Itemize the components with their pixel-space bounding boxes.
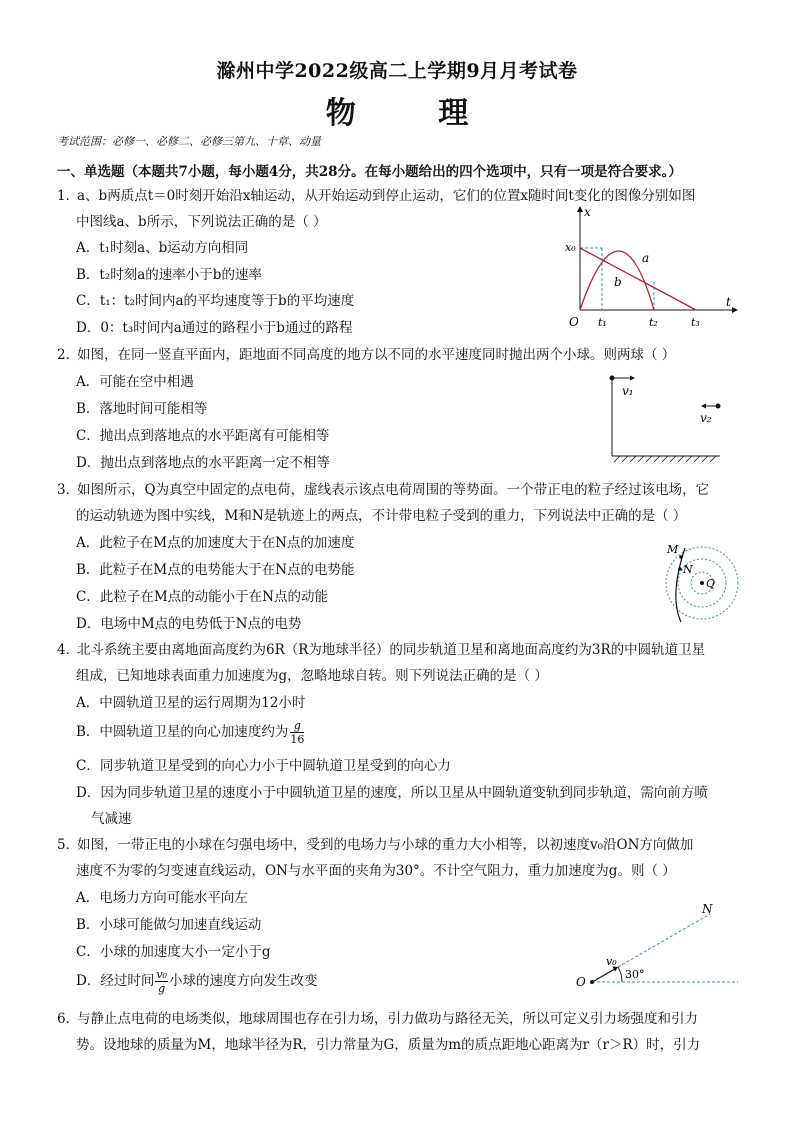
q3-option-c: C．此粒子在M点的动能小于在N点的动能 [76,589,328,605]
subject-title: 物 理 [325,96,505,131]
q1-option-b: B．t₂时刻a的速率小于b的速率 [76,267,262,283]
q2-option-a: A．可能在空中相遇 [76,374,194,390]
q5-angle-label: 30° [625,968,645,981]
q1-xt-graph [560,202,740,332]
q3-n-label: N [683,563,693,576]
q2-stem-line1: 2．如图，在同一竖直平面内，距地面不同高度的地方以不同的水平速度同时抛出两个小球。则两球（ ） [57,347,676,363]
q2-v2-label: v₂ [700,411,712,425]
q3-option-d: D．电场中M点的电势低于N点的电势 [76,616,302,632]
q2-option-b: B．落地时间可能相等 [76,401,208,417]
q4-option-a: A．中圆轨道卫星的运行周期为12小时 [76,695,306,711]
q3-q-label: Q [706,577,716,590]
q4-option-c: C．同步轨道卫星受到的向心力小于中圆轨道卫星受到的向心力 [76,758,451,774]
q3-equipotential-figure [655,536,745,631]
q6-stem-line2: 势。设地球的质量为M，地球半径为R，引力常量为G，质量为m的质点距地心距离为r（r＞R）时，引力 [76,1037,701,1053]
q2-option-c: C．抛出点到落地点的水平距离有可能相等 [76,428,330,444]
q5-incline-figure [570,898,745,993]
q5-n-label: N [702,902,713,916]
q4-stem-line2: 组成，已知地球表面重力加速度为g，忽略地球自转。则下列说法正确的是（ ） [76,668,548,684]
q1-origin-label: O [569,315,579,329]
q4-option-d: D．因为同步轨道卫星的速度小于中圆轨道卫星的速度，所以卫星从中圆轨道变轨到同步轨道，需向前方喷 [76,785,708,801]
q5-option-d: D．经过时间 $\frac{\text{v₀}}{g}$ 小球的速度方向发生改变 [76,968,318,995]
q2-v1-label: v₁ [622,384,634,398]
q1-option-a: A．t₁时刻a、b运动方向相同 [76,240,249,256]
q5-v0-label: v₀ [606,955,617,968]
q1-tick-t2: t₂ [649,316,658,329]
q1-x-axis-label: t [726,295,731,309]
q1-y-tick-x0: x₀ [565,241,576,254]
q5-o-label: O [576,975,586,989]
exam-scope: 考试范围：必修一、必修二、必修三第九、十章、动量 [57,135,321,148]
q3-m-label: M [667,543,679,556]
q1-stem-line2: 中图线a、b所示，下列说法正确的是（ ） [76,214,327,230]
q3-stem-line2: 的运动轨迹为图中实线，M和N是轨迹上的两点，不计带电粒子受到的重力，下列说法中正确的是（ ） [76,508,687,524]
exam-title: 滁州中学2022级高二上学期9月月考试卷 [216,60,578,82]
q5-stem-line2: 速度不为零的匀变速直线运动，ON与水平面的夹角为30°。不计空气阻力，重力加速度为g。则（ ） [76,863,676,879]
q1-option-c: C．t₁：t₂时间内a的平均速度等于b的平均速度 [76,293,355,309]
q4-option-d-continuation: 气减速 [91,811,132,827]
q1-y-axis-label: x [584,205,591,219]
q5-option-b: B．小球可能做匀加速直线运动 [76,917,262,933]
q6-stem-line1: 6．与静止点电荷的电场类似，地球周围也存在引力场，引力做功与路径无关，所以可定义引力场强度和引力 [57,1011,698,1027]
q1-line-b-label: b [614,275,622,289]
q1-curve-a-label: a [642,251,650,265]
q1-tick-t1: t₁ [598,316,607,329]
q3-option-b: B．此粒子在M点的电势能大于在N点的电势能 [76,562,355,578]
q5-frac-den: g [158,982,166,995]
q4-frac-num: g [290,719,304,733]
q2-projectile-figure [600,368,730,468]
q1-stem-line1: 1．a、b两质点t＝0时刻开始沿x轴运动，从开始运动到停止运动，它们的位置x随时间t变化的图像分别如图 [57,188,696,204]
q5-frac-num: v₀ [156,968,167,981]
q3-option-a: A．此粒子在M点的加速度大于在N点的加速度 [76,535,355,551]
q5-stem-line1: 5．如图，一带正电的小球在匀强电场中，受到的电场力与小球的重力大小相等，以初速度v₀沿ON方向做加 [57,837,694,853]
q1-tick-t3: t₃ [691,316,700,329]
q4-frac-den: 16 [290,733,305,746]
q4-option-b: B．中圆轨道卫星的向心加速度约为 $\frac{g}{16}$ [76,719,305,746]
q4-stem-line1: 4．北斗系统主要由离地面高度约为6R（R为地球半径）的同步轨道卫星和离地面高度约为3R的中圆轨道卫星 [57,642,706,658]
q5-option-a: A．电场力方向可能水平向左 [76,890,248,906]
q2-option-d: D．抛出点到落地点的水平距离一定不相等 [76,455,330,471]
q5-option-c: C．小球的加速度大小一定小于g [76,944,271,960]
q3-stem-line1: 3．如图所示，Q为真空中固定的点电荷，虚线表示该点电荷周围的等势面。一个带正电的粒子经过该电场，它 [57,482,710,498]
section-title: 一、单选题（本题共7小题，每小题4分，共28分。在每小题给出的四个选项中，只有一项是符合要求。） [57,164,682,180]
q1-option-d: D．0：t₃时间内a通过的路程小于b通过的路程 [76,320,353,336]
